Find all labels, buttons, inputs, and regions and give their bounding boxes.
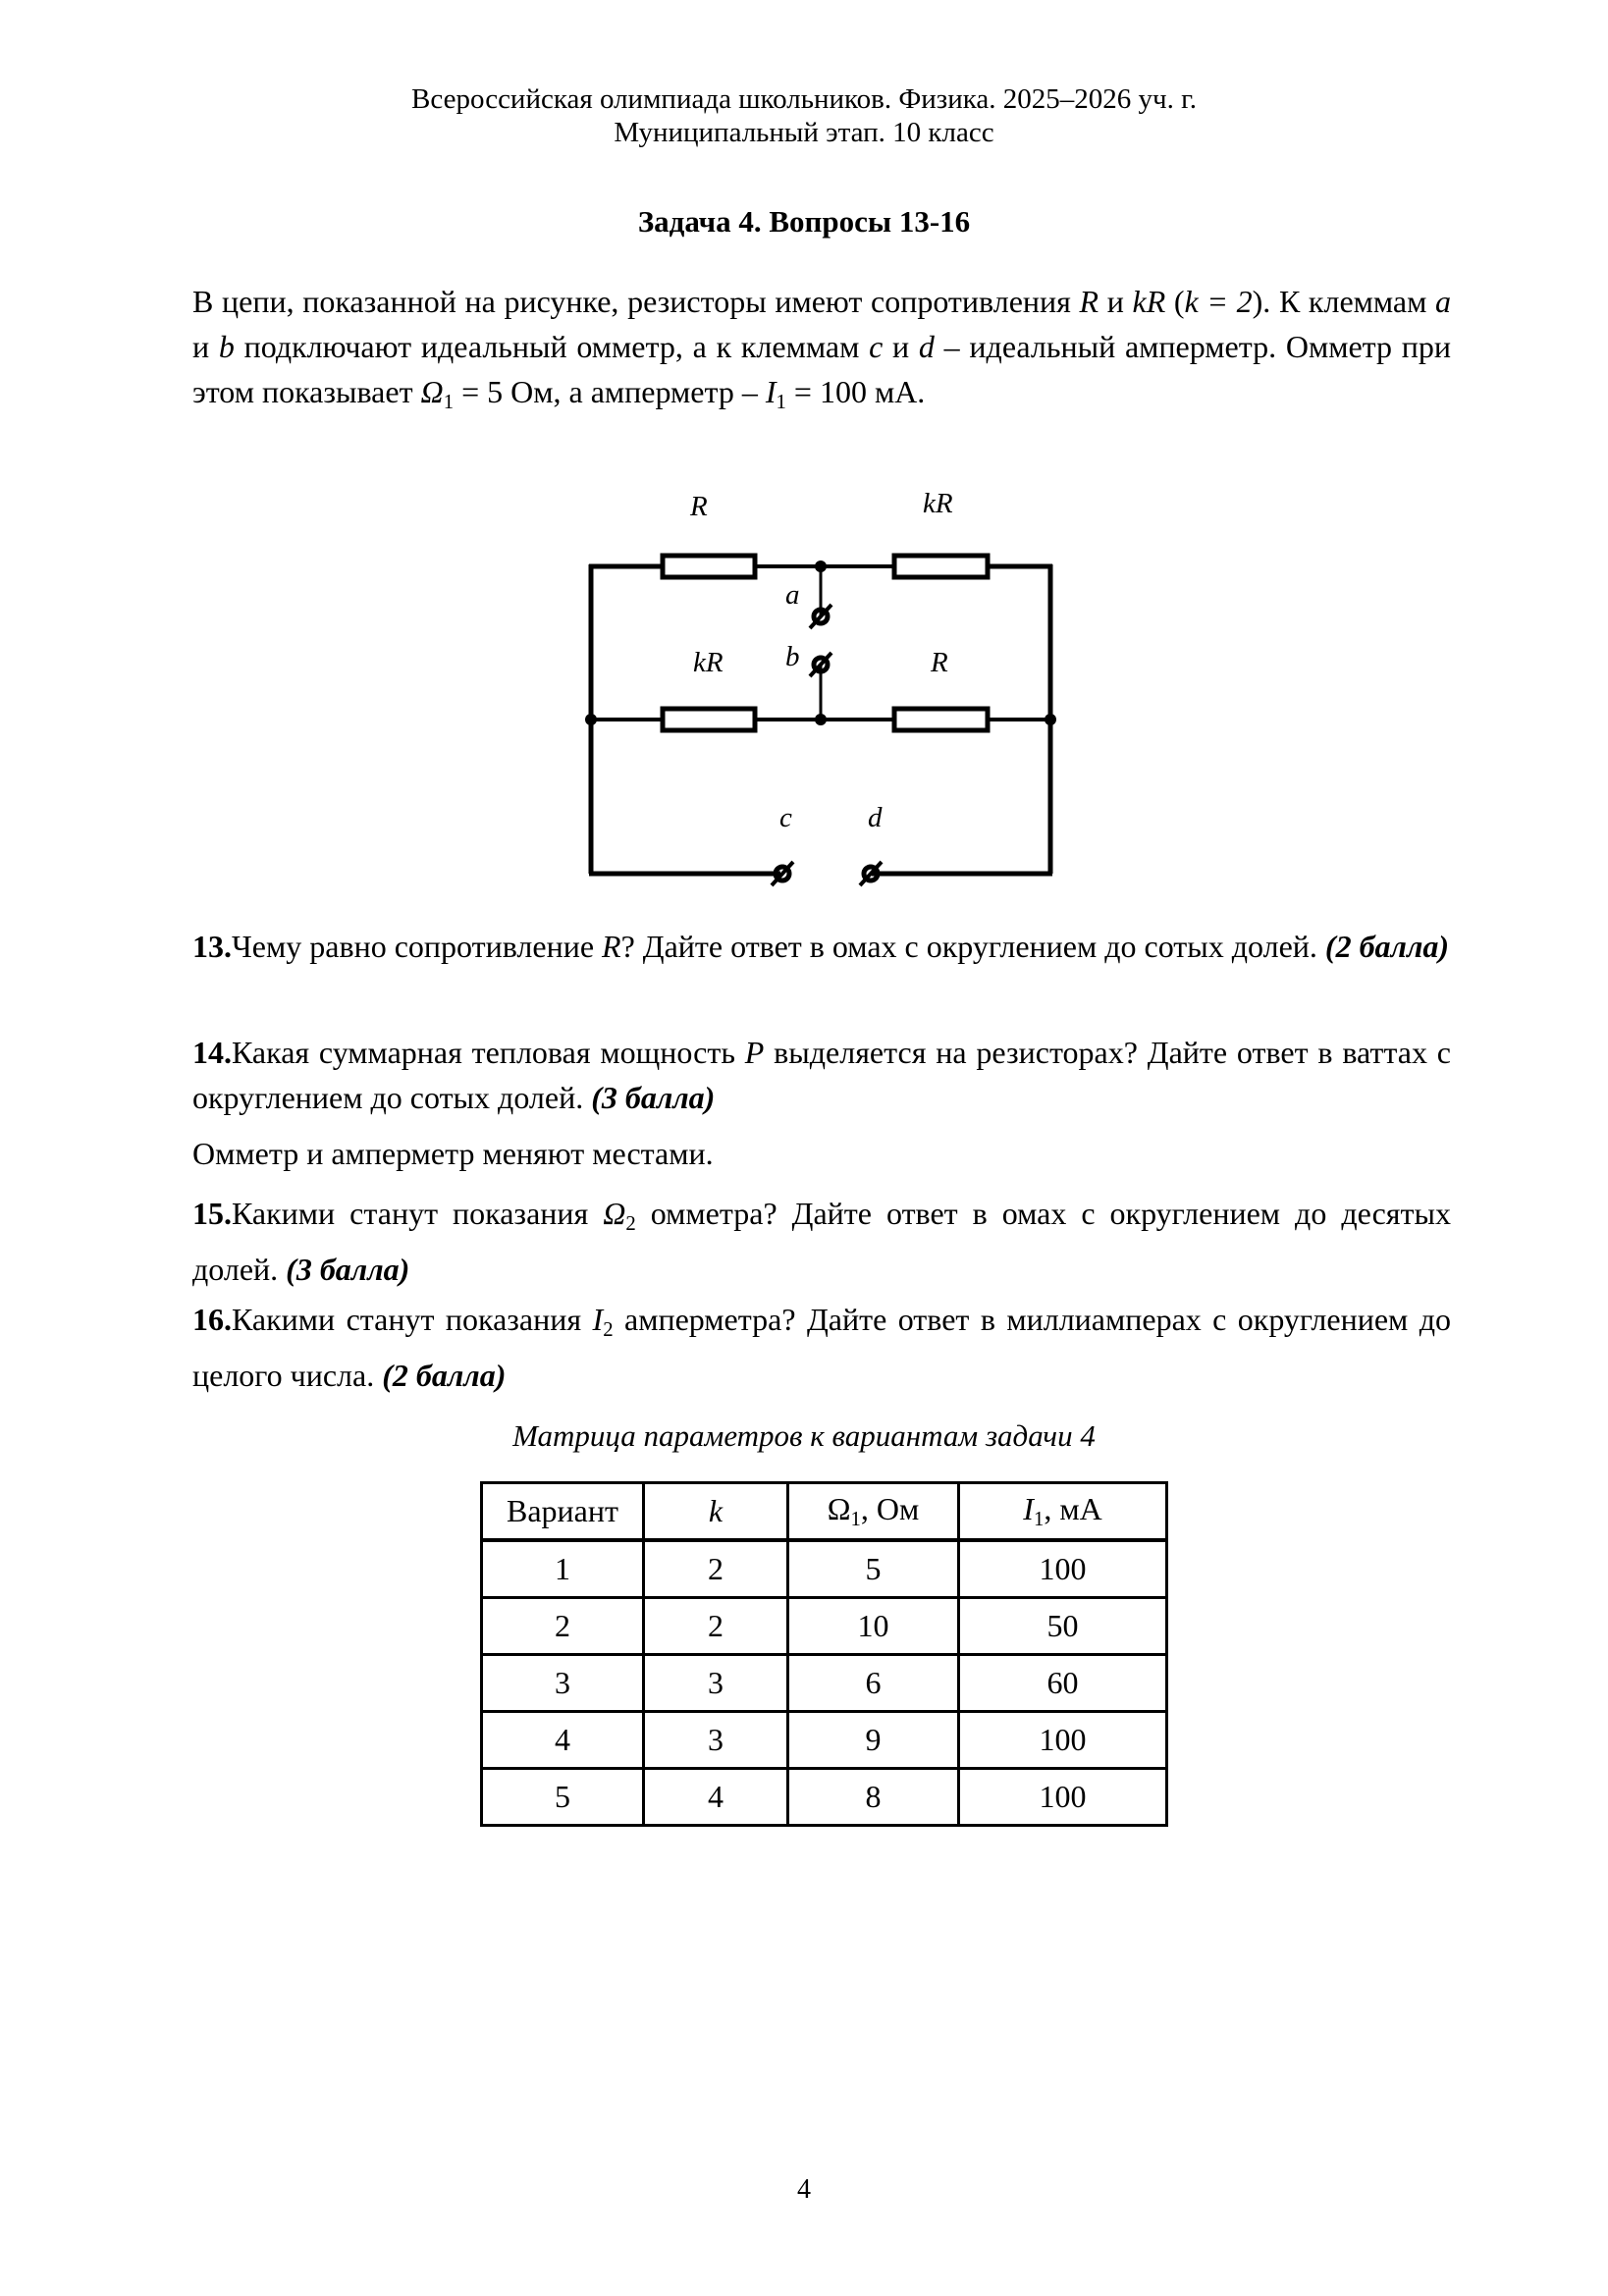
page-number: 4	[797, 2174, 811, 2205]
cell-omega1: 10	[788, 1598, 959, 1655]
var-omega1: Ω	[420, 374, 444, 409]
var-c: c	[869, 329, 884, 364]
I1-value: = 100 мА.	[785, 374, 926, 409]
label-d: d	[868, 802, 883, 833]
table-row	[482, 1598, 1167, 1655]
question-text: Чему равно сопротивление	[232, 929, 603, 964]
resistor-top-right	[894, 556, 988, 577]
cell-I1: 60	[959, 1655, 1167, 1712]
terminal-a-icon	[810, 605, 831, 628]
task-title: Задача 4. Вопросы 13-16	[637, 204, 971, 239]
intro-text: подключают идеальный омметр, а к клеммам	[234, 329, 870, 364]
label-mid-left: kR	[693, 647, 724, 678]
cell-omega1: 6	[788, 1655, 959, 1712]
cell-k: 2	[644, 1540, 788, 1598]
header-variant: Вариант	[482, 1483, 644, 1541]
points-label: (2 балла)	[382, 1358, 507, 1394]
matrix-caption: Матрица параметров к вариантам задачи 4	[512, 1418, 1096, 1453]
terminal-d-icon	[860, 862, 882, 885]
intro-text: (	[1165, 284, 1185, 319]
cell-omega1: 5	[788, 1540, 959, 1598]
omega1-value: = 5 Ом	[454, 374, 554, 409]
label-a: a	[785, 579, 800, 611]
header-omega1	[788, 1483, 959, 1541]
points-label: (3 балла)	[286, 1252, 410, 1288]
var-omega2: Ω	[603, 1196, 626, 1231]
cell-I1: 50	[959, 1598, 1167, 1655]
question-number: 16.	[192, 1302, 232, 1337]
cell-variant: 2	[482, 1598, 644, 1655]
intro-text: и	[192, 329, 219, 364]
var-a: a	[1435, 284, 1452, 319]
var-R: R	[1079, 284, 1099, 319]
question-16	[192, 1297, 1451, 1398]
question-text: Какими станут показания	[232, 1302, 593, 1337]
resistor-mid-right	[894, 709, 988, 730]
cell-k: 3	[644, 1712, 788, 1769]
label-mid-right: R	[931, 647, 948, 678]
question-text: Какая суммарная тепловая мощность	[232, 1035, 745, 1070]
var-b: b	[218, 329, 235, 364]
header-I1	[959, 1483, 1167, 1541]
table-row	[482, 1655, 1167, 1712]
terminal-c-icon	[772, 862, 793, 885]
question-13	[192, 924, 1451, 969]
junction-dot	[585, 714, 597, 725]
intro-text: ). К клеммам	[1252, 284, 1436, 319]
question-text: омметра? Дайте ответ в омах с округлением до десятых долей.	[192, 1196, 1452, 1288]
intro-text: и	[1099, 284, 1133, 319]
resistor-top-left	[663, 556, 755, 577]
question-14	[192, 1030, 1451, 1120]
intro-text: В цепи, показанной на рисунке, резисторы имеют сопротивления	[192, 284, 1080, 319]
header-line-2: Муниципальный этап. 10 класс	[614, 117, 994, 148]
var-k: k = 2	[1184, 284, 1253, 319]
header-line-1: Всероссийская олимпиада школьников. Физика. 2025–2026 уч. г.	[411, 83, 1197, 115]
label-top-left: R	[690, 491, 708, 522]
table-row	[482, 1540, 1167, 1598]
intro-text: – идеальный амперметр. Омметр при этом показывает	[192, 329, 1452, 409]
subscript: 2	[625, 1212, 636, 1236]
question-number: 14.	[192, 1035, 232, 1070]
var-P: P	[744, 1035, 765, 1070]
current-symbol: I	[1023, 1490, 1034, 1526]
question-number: 13.	[192, 929, 232, 964]
label-top-right: kR	[923, 488, 953, 519]
subscript: 1	[850, 1508, 861, 1531]
cell-variant: 5	[482, 1769, 644, 1826]
cell-variant: 4	[482, 1712, 644, 1769]
junction-dot	[815, 714, 827, 725]
question-text: ? Дайте ответ в омах с округлением до сотых долей.	[620, 929, 1325, 964]
cell-variant: 3	[482, 1655, 644, 1712]
cell-k: 3	[644, 1655, 788, 1712]
points-label: (2 балла)	[1324, 929, 1450, 964]
subscript: 1	[776, 391, 786, 414]
subscript: 2	[603, 1318, 614, 1342]
unit: , мА	[1044, 1490, 1102, 1526]
table-row	[482, 1769, 1167, 1826]
header-k: k	[644, 1483, 788, 1541]
parameters-table	[480, 1481, 1168, 1827]
question-number: 15.	[192, 1196, 232, 1231]
var-I2: I	[592, 1302, 604, 1337]
question-text: Какими станут показания	[232, 1196, 604, 1231]
points-label: (3 балла)	[591, 1080, 716, 1115]
subscript: 1	[1033, 1508, 1045, 1531]
var-d: d	[918, 329, 935, 364]
resistor-mid-left	[663, 709, 755, 730]
label-b: b	[785, 641, 800, 672]
unit: , Ом	[860, 1490, 920, 1526]
var-I1: I	[765, 374, 777, 409]
cell-k: 4	[644, 1769, 788, 1826]
terminal-b-icon	[810, 653, 831, 676]
junction-dot	[1045, 714, 1056, 725]
cell-variant: 1	[482, 1540, 644, 1598]
intro-text: , а амперметр –	[553, 374, 766, 409]
cell-I1: 100	[959, 1712, 1167, 1769]
junction-dot	[815, 561, 827, 572]
cell-omega1: 9	[788, 1712, 959, 1769]
label-c: c	[779, 802, 792, 833]
var-R: R	[602, 929, 621, 964]
cell-I1: 100	[959, 1540, 1167, 1598]
circuit-diagram	[0, 0, 1608, 923]
cell-omega1: 8	[788, 1769, 959, 1826]
question-15	[192, 1191, 1451, 1292]
question-text: амперметра? Дайте ответ в миллиамперах с округлением до целого числа.	[192, 1302, 1452, 1394]
swap-note: Омметр и амперметр меняют местами.	[192, 1136, 714, 1171]
cell-I1: 100	[959, 1769, 1167, 1826]
intro-text: и	[883, 329, 919, 364]
subscript: 1	[443, 391, 455, 414]
table-header-row	[482, 1483, 1167, 1541]
question-text: выделяется на резисторах? Дайте ответ в ваттах с округлением до сотых долей.	[192, 1035, 1452, 1115]
table-row	[482, 1712, 1167, 1769]
var-kR: kR	[1132, 284, 1166, 319]
cell-k: 2	[644, 1598, 788, 1655]
omega-symbol: Ω	[827, 1490, 851, 1526]
